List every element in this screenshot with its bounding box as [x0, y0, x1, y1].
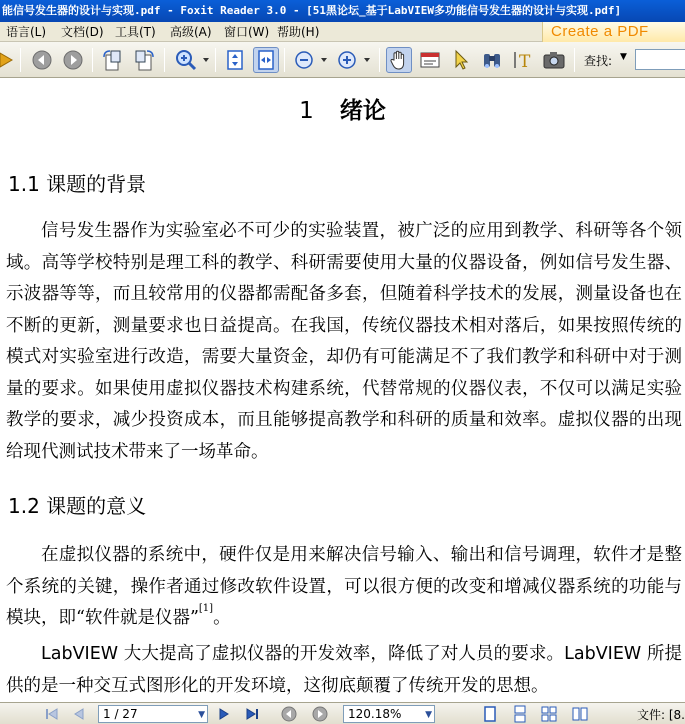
paragraph-background: 信号发生器作为实验室必不可少的实验装置，被广泛的应用到教学、科研等各个领域。高等学校特别是理工科的教学、科研需要使用大量的仪器设备，例如信号发生器、示波器等等，而且较常用的仪器都需配备多套，但随着科学技术的发展，测量设备也在不断的更新，测量要求也日益提高。在我国，传统仪器技术相对落后，如果按照传统的模式对实验室进行改造，需要大量资金，却仍有可能满足不了我们教学和科研中对于测量的要求。如果使用虚拟仪器技术构建系统，代替常规的仪器仪表，不仅可以满足实验教学的要求，减少投资成本，而且能够提高教学和科研的质量和效率。虚拟仪器的出现给现代测试技术带来了一场革命。 [6, 221, 682, 462]
rotate-right-icon[interactable] [131, 47, 157, 73]
paragraph-significance-1 [6, 540, 682, 635]
document-page[interactable] [0, 78, 685, 702]
menu-window[interactable]: 窗口(W) [224, 25, 270, 39]
play-icon[interactable] [0, 47, 14, 73]
paragraph-significance-1-text: 在虚拟仪器的系统中，硬件仅是用来解决信号输入、输出和信号调理，软件才是整个系统的关键，操作者通过修改软件设置，可以很方便的改变和增减仪器系统的功能与模块，即“软件就是仪器” [6, 545, 682, 628]
window-title: 能信号发生器的设计与实现.pdf - Foxit Reader 3.0 - [51黑论坛_基于LabVIEW多功能信号发生器的设计与实现.pdf] [2, 4, 622, 17]
chapter-heading [0, 92, 685, 125]
single-page-view-icon[interactable] [481, 705, 499, 723]
section-title-significance: 1.2 课题的意义 [8, 494, 147, 518]
zoom-tool-icon[interactable] [172, 47, 212, 73]
window-title-bar[interactable] [0, 0, 685, 22]
facing-view-icon[interactable] [540, 705, 558, 723]
continuous-facing-view-icon[interactable] [571, 705, 589, 723]
menu-tools[interactable]: 工具(T) [115, 25, 156, 39]
citation-marker: [1] [198, 603, 214, 614]
continuous-view-icon[interactable] [511, 705, 529, 723]
last-page-icon[interactable] [243, 705, 261, 723]
typewriter-icon[interactable] [510, 47, 536, 73]
find-binoculars-icon[interactable] [479, 47, 505, 73]
snapshot-camera-icon[interactable] [541, 47, 567, 73]
menu-advanced[interactable]: 高级(A) [170, 25, 212, 39]
chapter-number: 1 [299, 98, 314, 124]
page-number-input[interactable] [98, 705, 208, 723]
fit-width-icon[interactable] [253, 47, 279, 73]
pointer-icon[interactable] [448, 47, 474, 73]
next-page-icon[interactable] [215, 705, 233, 723]
back-icon[interactable] [29, 47, 55, 73]
file-size-label: 文件: [8. [637, 708, 685, 722]
paragraph-significance-2: LabVIEW 大大提高了虚拟仪器的开发效率，降低了对人员的要求。LabVIEW 所提供的是一种交互式图形化的开发环境，这彻底颠覆了传统开发的思想。 [6, 644, 682, 696]
zoom-level-input[interactable] [343, 705, 435, 723]
page-dropdown-arrow-icon[interactable]: ▼ [198, 710, 205, 720]
menu-help[interactable]: 帮助(H) [277, 25, 320, 39]
status-bar [0, 702, 685, 724]
zoom-out-icon[interactable] [292, 47, 332, 73]
section-title-background: 1.1 课题的背景 [8, 172, 147, 196]
select-text-icon[interactable] [417, 47, 443, 73]
create-pdf-banner[interactable]: Create a PDF [542, 22, 685, 42]
find-options-arrow-icon[interactable]: ▼ [620, 52, 627, 62]
zoom-level: 120.18% [348, 707, 402, 721]
zoom-dropdown-arrow-icon[interactable]: ▼ [425, 710, 432, 720]
toolbar [0, 42, 685, 78]
menu-document[interactable]: 文档(D) [61, 25, 104, 39]
chapter-title: 绪论 [339, 97, 386, 124]
find-input[interactable] [635, 49, 685, 70]
history-back-icon[interactable] [280, 705, 298, 723]
previous-page-icon[interactable] [70, 705, 88, 723]
page-indicator: 1 / 27 [103, 707, 138, 721]
svg-text:T: T [519, 52, 531, 72]
first-page-icon[interactable] [43, 705, 61, 723]
zoom-in-icon[interactable] [335, 47, 375, 73]
fit-page-icon[interactable] [222, 47, 248, 73]
history-forward-icon[interactable] [311, 705, 329, 723]
paragraph-significance-1-tail: 。 [213, 608, 231, 628]
menu-bar [0, 22, 685, 42]
find-label: 查找: [584, 54, 613, 68]
hand-tool-icon[interactable] [386, 47, 412, 73]
rotate-left-icon[interactable] [100, 47, 126, 73]
forward-icon[interactable] [60, 47, 86, 73]
menu-language[interactable]: 语言(L) [6, 25, 47, 39]
